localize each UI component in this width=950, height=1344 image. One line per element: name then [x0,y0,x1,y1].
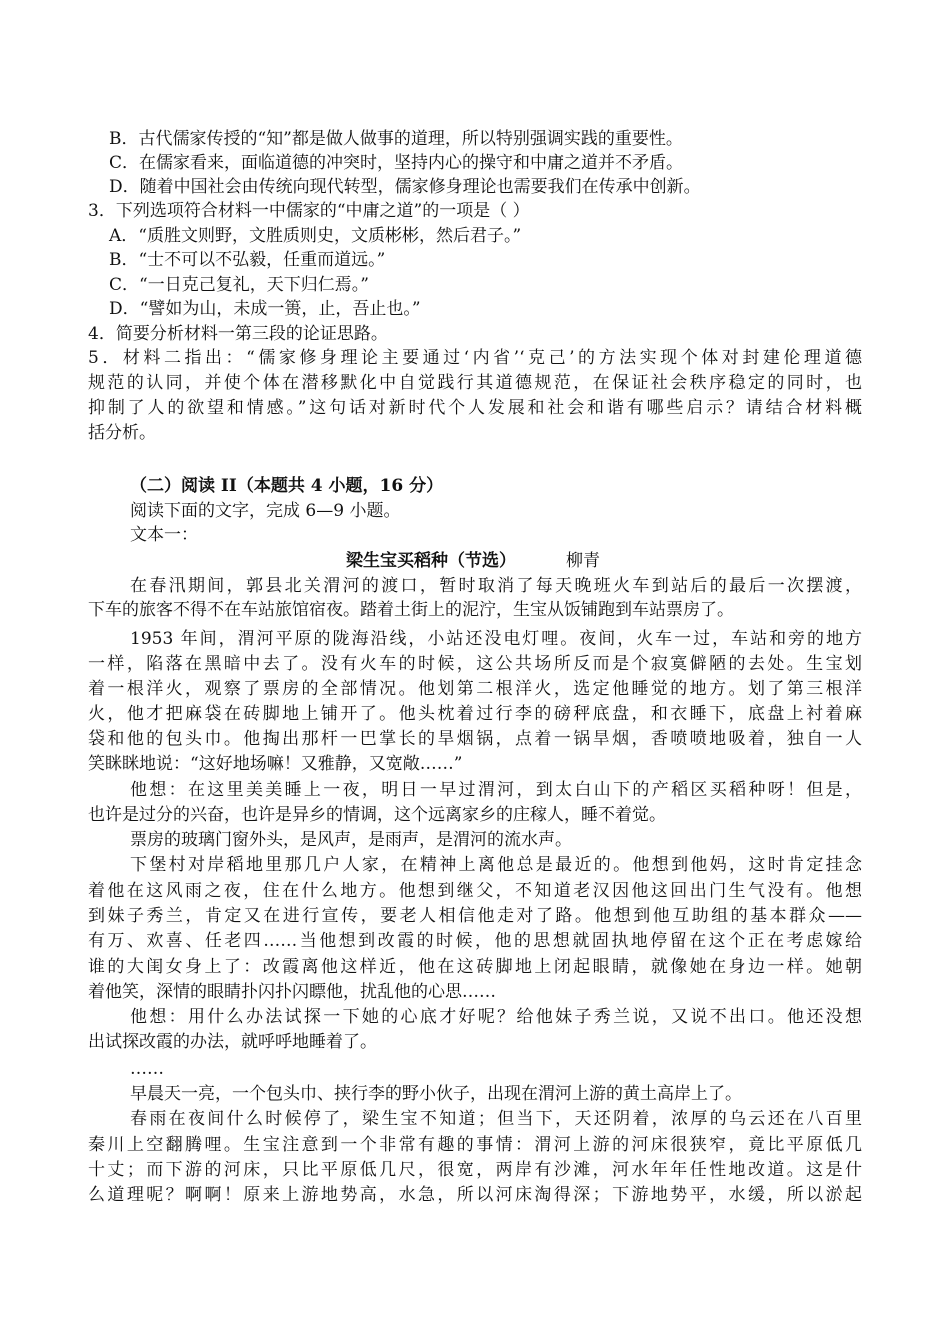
story-line: 秦川上空翻腾哩。生宝注意到一个非常有趣的事情：渭河上游的河床很狭窄，竟比平原低几 [88,1135,862,1155]
story-author: 柳青 [566,551,600,571]
q5-line-4: 括分析。 [88,423,156,443]
story-line: 着他笑，深情的眼睛扑闪扑闪瞟他，扰乱他的心思…… [88,982,496,1002]
q3-option-c: C．“一日克己复礼，天下归仁焉。” [109,275,369,295]
story-line: 着他在这风雨之夜，住在什么地方。他想到继父，不知道老汉因他这回出门生气没有。他想 [88,881,862,901]
story-line: 么道理呢？啊啊！原来上游地势高，水急，所以河床淘得深；下游地势平，水缓，所以淤起 [88,1185,862,1205]
section-instruction: 阅读下面的文字，完成 6—9 小题。 [130,501,401,521]
q4-stem: 4．简要分析材料一第三段的论证思路。 [88,324,388,344]
q3-option-a: A．“质胜文则野，文胜质则史，文质彬彬，然后君子。” [109,226,522,246]
story-line: 有万、欢喜、任老四……当他想到改霞的时候，他的思想就固执地停留在这个正在考虑嫁给 [88,931,862,951]
story-line: 到妹子秀兰，肯定又在进行宣传，要老人相信他走对了路。他想到他互助组的基本群众—— [88,906,862,926]
story-line: 春雨在夜间什么时候停了，梁生宝不知道；但当下，天还阴着，浓厚的乌云还在八百里 [130,1109,862,1129]
story-line: 他想：用什么办法试探一下她的心底才好呢？给他妹子秀兰说，又说不出口。他还没想 [130,1007,862,1027]
story-line: 早晨天一亮，一个包头巾、挟行李的野小伙子，出现在渭河上游的黄土高岸上了。 [130,1084,742,1104]
story-line: 火，他才把麻袋在砖脚地上铺开了。他头枕着过行李的磅秤底盘，和衣睡下，底盘上衬着麻 [88,704,862,724]
story-line: 下堡村对岸稻地里那几户人家，在精神上离他总是最近的。他想到他妈，这时肯定挂念 [130,855,862,875]
story-title: 梁生宝买稻种（节选） [346,551,516,571]
story-line: 袋和他的包头巾。他掏出那杆一巴掌长的旱烟锅，点着一锅旱烟，香喷喷地吸着，独自一人 [88,729,862,749]
story-line: 在春汛期间，郭县北关渭河的渡口，暂时取消了每天晚班火车到站后的最后一次摆渡， [130,576,862,596]
story-line: 也许是过分的兴奋，也许是异乡的情调，这个远离家乡的庄稼人，睡不着觉。 [88,805,666,825]
story-line: 他想：在这里美美睡上一夜，明日一早过渭河，到太白山下的产稻区买稻种呀！但是， [130,780,862,800]
q2-option-b: B．古代儒家传授的“知”都是做人做事的道理，所以特别强调实践的重要性。 [109,129,683,149]
story-line: …… [130,1059,164,1079]
story-line: 谁的大闺女身上了：改霞离他这样近，他在这砖脚地上闭起眼睛，就像她在身边一样。她朝 [88,957,862,977]
story-line: 票房的玻璃门窗外头，是风声，是雨声，是渭河的流水声。 [130,830,572,850]
story-line: 笑眯眯地说：“这好地场嘛！又雅静，又宽敞……” [88,754,463,774]
story-line: 十丈；而下游的河床，只比平原低几尺，很宽，两岸有沙滩，河水年年任性地改道。这是什 [88,1160,862,1180]
story-line: 1953 年间，渭河平原的陇海沿线，小站还没电灯哩。夜间，火车一过，车站和旁的地方 [130,629,862,649]
q5-line-1: 5．材料二指出：“儒家修身理论主要通过‘内省’‘克己’的方法实现个体对封建伦理道德 [88,348,862,368]
q3-option-b: B．“士不可以不弘毅，任重而道远。” [109,250,386,270]
story-line: 着一根洋火，观察了票房的全部情况。他划第二根洋火，选定他睡觉的地方。划了第三根洋 [88,679,862,699]
story-line: 出试探改霞的办法，就呼呼地睡着了。 [88,1032,377,1052]
section-heading: （二）阅读 II（本题共 4 小题，16 分） [130,476,444,496]
q5-line-3: 抑制了人的欲望和情感。”这句话对新时代个人发展和社会和谐有哪些启示？请结合材料概 [88,398,862,418]
story-line: 下车的旅客不得不在车站旅馆宿夜。踏着土街上的泥泞，生宝从饭铺跑到车站票房了。 [88,600,734,620]
story-line: 一样，陷落在黑暗中去了。没有火车的时候，这公共场所反而是个寂寞僻陋的去处。生宝划 [88,654,862,674]
q3-stem: 3．下列选项符合材料一中儒家的“中庸之道”的一项是（ ） [88,201,530,221]
q2-option-d: D．随着中国社会由传统向现代转型，儒家修身理论也需要我们在传承中创新。 [109,177,701,197]
text-label: 文本一： [130,525,198,545]
q5-line-2: 规范的认同，并使个体在潜移默化中自觉践行其道德规范，在保证社会秩序稳定的同时，也 [88,373,862,393]
q2-option-c: C．在儒家看来，面临道德的冲突时，坚持内心的操守和中庸之道并不矛盾。 [109,153,684,173]
q3-option-d: D．“譬如为山，未成一篑，止，吾止也。” [109,299,421,319]
